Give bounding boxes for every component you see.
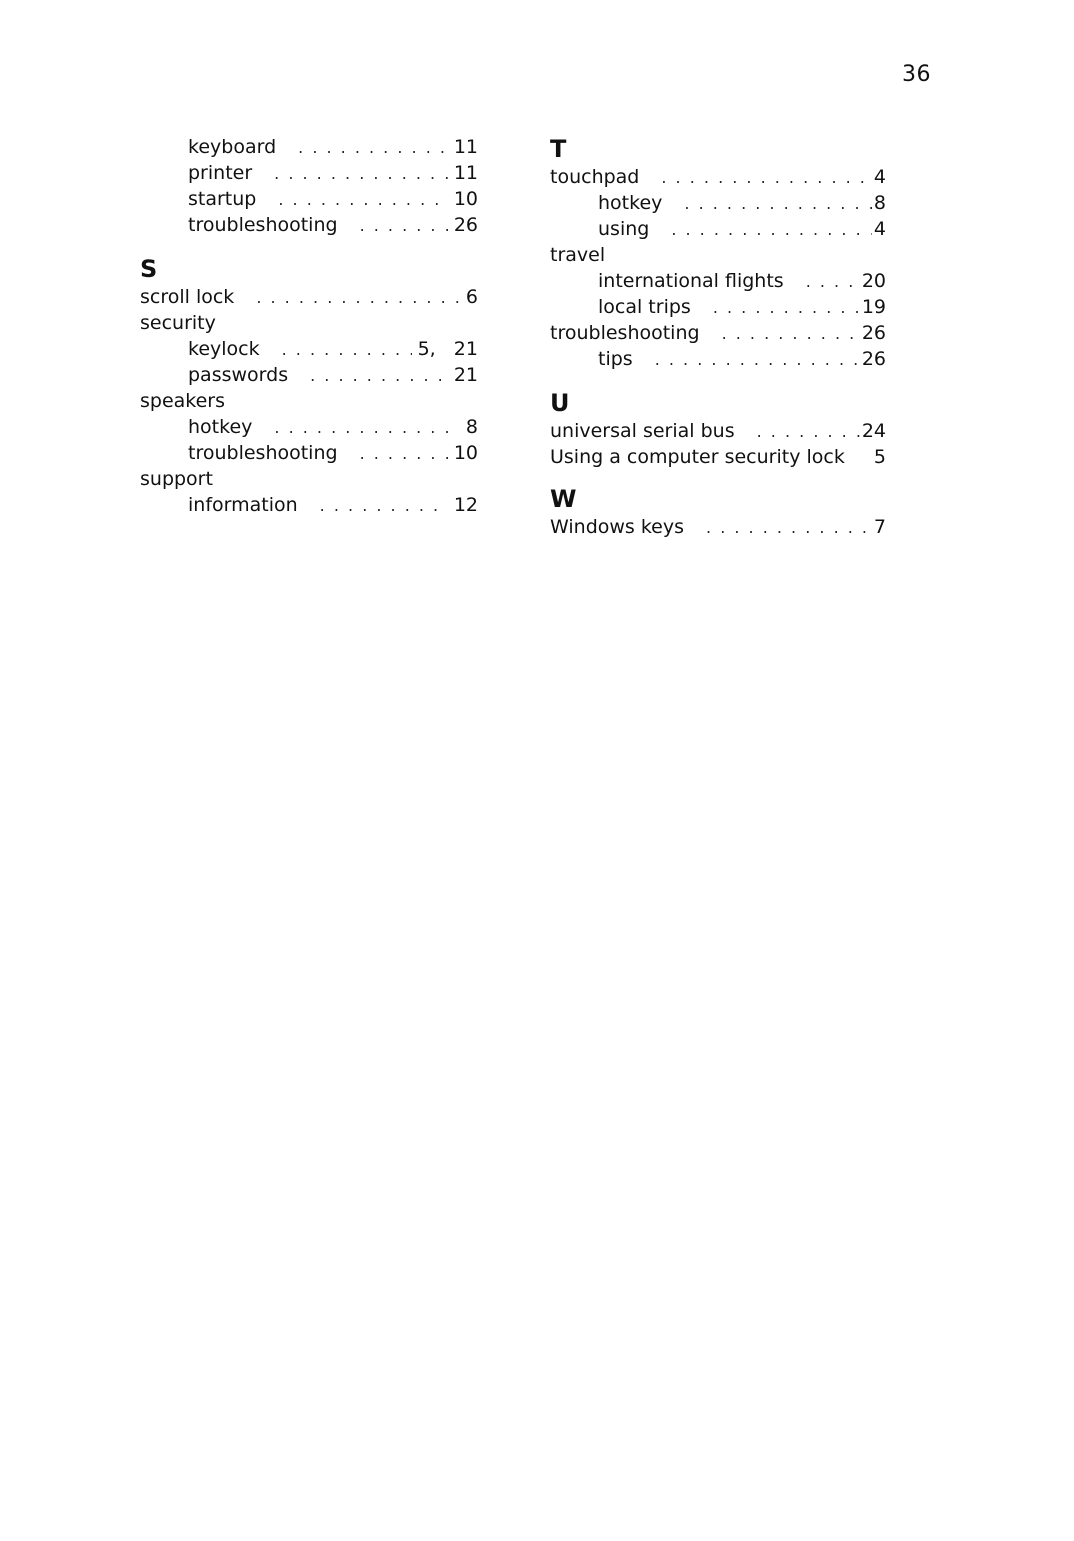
index-entry-troubleshooting-tips [550,346,886,372]
index-pages: 20 [861,270,886,292]
index-term: printer [188,162,253,184]
index-term: troubleshooting [550,322,700,344]
index-entry-touchpad [550,164,886,190]
dot-leader [310,363,448,389]
dot-leader [671,217,872,243]
dot-leader [706,515,872,541]
index-entry-universal-serial-bus [550,418,886,444]
index-pages: 4 [873,218,886,240]
index-entry-startup [140,186,478,212]
index-term: startup [188,188,257,210]
index-letter-heading: U [550,389,570,417]
index-term: travel [550,244,606,266]
index-term: troubleshooting [188,214,338,236]
index-term: hotkey [188,416,253,438]
dot-leader [806,269,860,295]
index-letter-heading: T [550,135,567,163]
index-term: keyboard [188,136,277,158]
index-entry-scroll-lock [140,284,478,310]
index-column-left [140,134,478,518]
index-entry-travel [550,242,886,268]
dot-leader [722,321,860,347]
index-pages: 12 [453,494,478,516]
page-number: 36 [902,62,931,87]
dot-leader [661,165,872,191]
index-entry-security [140,310,478,336]
index-pages: 24 [861,420,886,442]
index-term: using [598,218,650,240]
index-entry-support-information [140,492,478,518]
index-term: universal serial bus [550,420,735,442]
index-entry-passwords [140,362,478,388]
index-term: Using a computer security lock [550,446,845,468]
dot-leader [256,285,460,311]
index-column-right [550,134,886,540]
index-term: troubleshooting [188,442,338,464]
index-pages: 8 [465,416,478,438]
index-pages: 10 [453,442,478,464]
dot-leader [655,347,860,373]
index-entry-printer [140,160,478,186]
index-entry-local-trips [550,294,886,320]
dot-leader [757,419,860,445]
index-letter-heading: W [550,485,577,513]
dot-leader [278,187,447,213]
index-pages: 26 [861,322,886,344]
index-term: local trips [598,296,691,318]
dot-leader [360,441,448,467]
index-entry-international-flights [550,268,886,294]
index-pages: 26 [453,214,478,236]
index-term: keylock [188,338,260,360]
dot-leader [298,135,448,161]
dot-leader [274,161,448,187]
index-term: international flights [598,270,784,292]
index-entry-troubleshooting [140,212,478,238]
index-term: scroll lock [140,286,235,308]
index-term: support [140,468,213,490]
index-pages: 4 [873,166,886,188]
index-pages: 8 [873,192,886,214]
index-term: tips [598,348,633,370]
index-pages: 11 [453,162,478,184]
index-entry-keylock [140,336,478,362]
index-pages: 11 [453,136,478,158]
index-term: speakers [140,390,226,412]
index-term: hotkey [598,192,663,214]
index-pages: 5, 21 [417,338,478,360]
dot-leader [282,337,412,363]
index-entry-support [140,466,478,492]
dot-leader [713,295,860,321]
index-entry-speakers-troubleshooting [140,440,478,466]
dot-leader [274,415,460,441]
index-term: information [188,494,298,516]
index-entry-touchpad-hotkey [550,190,886,216]
dot-leader [684,191,872,217]
index-pages: 26 [861,348,886,370]
dot-leader [320,493,448,519]
dot-leader [360,213,448,239]
index-entry-troubleshooting [550,320,886,346]
index-pages: 6 [465,286,478,308]
index-pages: 19 [861,296,886,318]
index-term: touchpad [550,166,640,188]
index-pages: 10 [453,188,478,210]
index-entry-touchpad-using [550,216,886,242]
index-pages: 7 [873,516,886,538]
index-term: Windows keys [550,516,685,538]
index-entry-keyboard [140,134,478,160]
index-pages: 5 [873,446,886,468]
index-pages: 21 [453,364,478,386]
index-entry-security-lock [550,444,886,470]
index-entry-speakers [140,388,478,414]
index-term: passwords [188,364,289,386]
index-letter-heading: S [140,255,158,283]
index-term: security [140,312,216,334]
index-entry-speakers-hotkey [140,414,478,440]
index-entry-windows-keys [550,514,886,540]
